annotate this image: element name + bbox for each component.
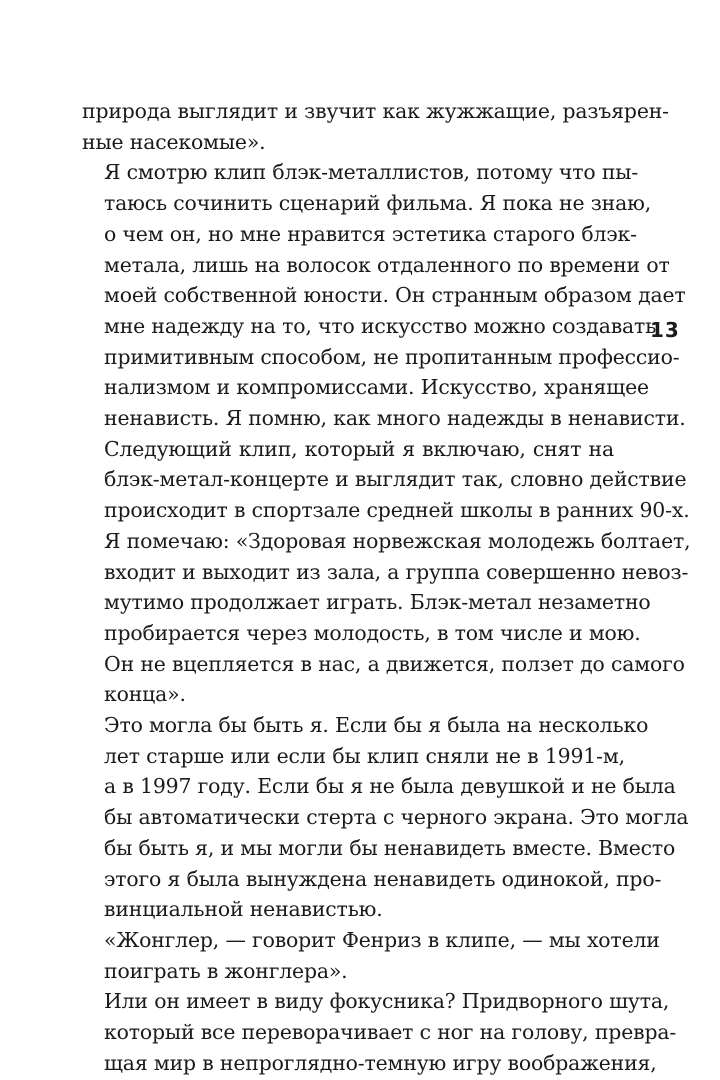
text-line: поиграть в жонглера».	[104, 958, 348, 983]
text-line: который все переворачивает с ног на голову, превра-	[104, 1020, 677, 1045]
text-line: бы автоматически стерта с черного экрана. Это могла	[104, 805, 689, 830]
text-line: пробирается через молодость, в том числе и мою.	[104, 620, 641, 645]
text-line: винциальной ненавистью.	[104, 897, 383, 922]
text-line: Или он имеет в виду фокусника? Придворного шута,	[104, 989, 670, 1014]
text-line: этого я была вынуждена ненавидеть одинокой, про-	[104, 866, 662, 891]
text-line: о чем он, но мне нравится эстетика старого блэк-	[104, 221, 637, 246]
paragraph	[82, 434, 691, 710]
text-line: Это могла бы быть я. Если бы я была на несколько	[104, 713, 649, 738]
text-line: щая мир в непроглядно-темную игру воображения,	[104, 1050, 657, 1075]
page-number: 13	[650, 318, 680, 342]
text-line: бы быть я, и мы могли бы ненавидеть вместе. Вместо	[104, 835, 676, 860]
text-line: мне надежду на то, что искусство можно создавать	[104, 313, 657, 338]
text-line: блэк-метал-концерте и выглядит так, словно действие	[104, 467, 687, 492]
text-line: таюсь сочинить сценарий фильма. Я пока не знаю,	[104, 191, 652, 216]
paragraph	[82, 986, 677, 1078]
text-line: ные насекомые».	[82, 129, 266, 154]
paragraph	[82, 925, 660, 986]
text-line: Следующий клип, который я включаю, снят на	[104, 436, 614, 461]
paragraph	[82, 710, 689, 925]
text-line: Я смотрю клип блэк-металлистов, потому что пы-	[104, 160, 639, 185]
text-line: мутимо продолжает играть. Блэк-метал незаметно	[104, 590, 651, 615]
text-line: а в 1997 году. Если бы я не была девушкой и не была	[104, 774, 676, 799]
text-line: «Жонглер, — говорит Фенриз в клипе, — мы хотели	[104, 927, 660, 952]
text-line: примитивным способом, не пропитанным профессио-	[104, 344, 680, 369]
text-line: метала, лишь на волосок отдаленного по времени от	[104, 252, 670, 277]
text-line: происходит в спортзале средней школы в ранних 90-х.	[104, 498, 690, 523]
text-line: моей собственной юности. Он странным образом дает	[104, 283, 686, 308]
text-line: Я помечаю: «Здоровая норвежская молодежь болтает,	[104, 528, 691, 553]
text-line: входит и выходит из зала, а группа совершенно невоз-	[104, 559, 689, 584]
text-line: лет старше или если бы клип сняли не в 1991-м,	[104, 743, 625, 768]
text-line: природа выглядит и звучит как жужжащие, разъярен-	[82, 99, 669, 123]
text-line: нализмом и компромиссами. Искусство, хранящее	[104, 375, 649, 400]
text-line: конца».	[104, 682, 186, 707]
paragraph	[82, 96, 669, 157]
text-line: ненависть. Я помню, как много надежды в ненависти.	[104, 406, 686, 431]
text-line: Он не вцепляется в нас, а движется, ползет до самого	[104, 651, 685, 676]
